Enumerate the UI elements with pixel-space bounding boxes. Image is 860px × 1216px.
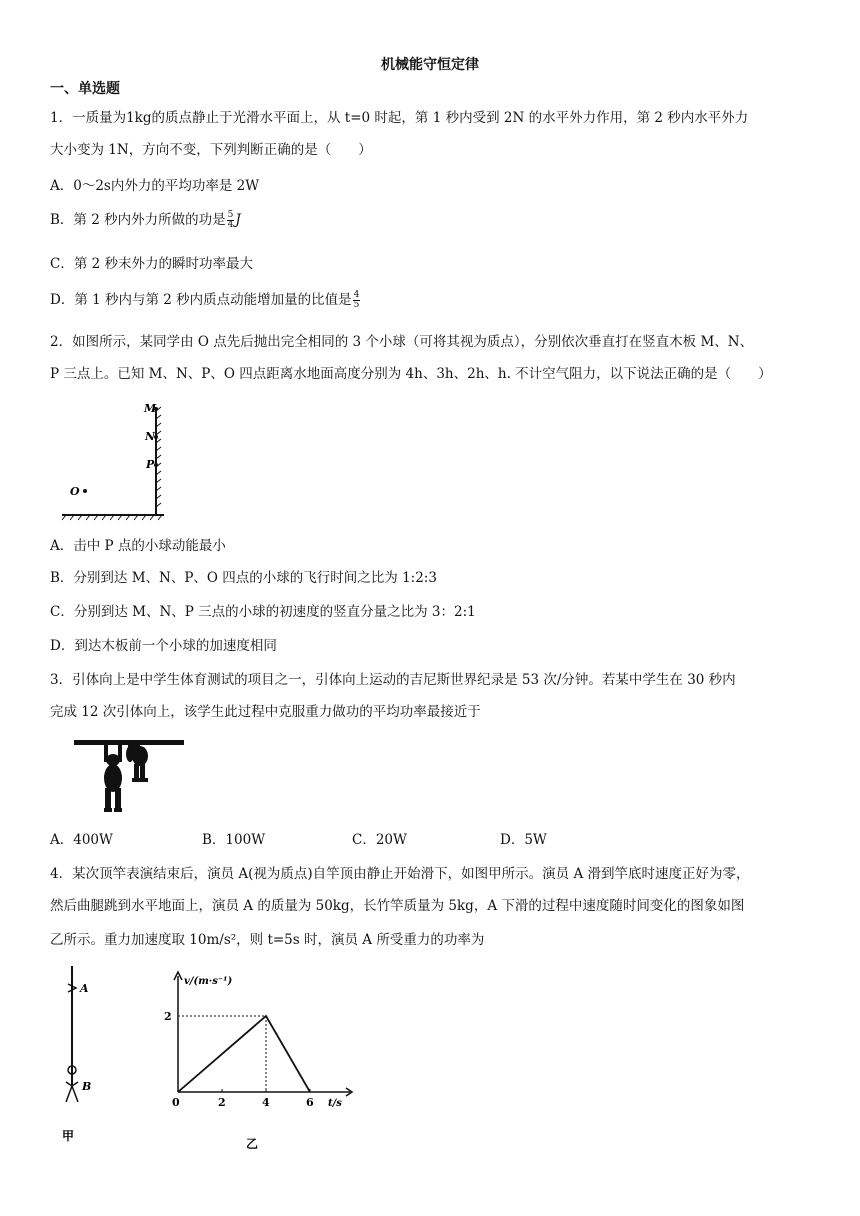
fraction-numerator: 4 bbox=[353, 290, 360, 300]
x-tick-label: 2 bbox=[218, 1096, 226, 1109]
q1-option-d-text: D．第 1 秒内与第 2 秒内质点动能增加量的比值是 bbox=[50, 292, 352, 308]
x-axis-label: t/s bbox=[328, 1098, 342, 1109]
q2-option-d[interactable]: D．到达木板前一个小球的加速度相同 bbox=[50, 638, 277, 654]
q1-option-c[interactable]: C．第 2 秒末外力的瞬时功率最大 bbox=[50, 256, 254, 272]
q2-figure-board bbox=[60, 395, 180, 525]
q2-option-a[interactable]: A．击中 P 点的小球动能最小 bbox=[50, 538, 226, 554]
q3-option-d[interactable]: D．5W bbox=[500, 832, 547, 848]
q4-stem-line3: 乙所示。重力加速度取 10m/s²，则 t=5s 时，演员 A 所受重力的功率为 bbox=[50, 932, 485, 948]
q1-option-a[interactable]: A．0～2s内外力的平均功率是 2W bbox=[50, 178, 260, 194]
q3-option-c[interactable]: C．20W bbox=[352, 832, 407, 848]
q2-option-b[interactable]: B．分别到达 M、N、P、O 四点的小球的飞行时间之比为 1:2:3 bbox=[50, 570, 437, 586]
q2-option-c[interactable]: C．分别到达 M、N、P 三点的小球的初速度的竖直分量之比为 3：2:1 bbox=[50, 604, 476, 620]
q1-option-d-fraction bbox=[353, 291, 361, 310]
q3-option-a[interactable]: A．400W bbox=[50, 832, 113, 848]
point-n-label: N bbox=[145, 430, 156, 443]
q1-option-b-unit: J bbox=[235, 212, 241, 228]
velocity-time-chart bbox=[160, 962, 360, 1152]
q1-option-b-text: B．第 2 秒内外力所做的功是 bbox=[50, 212, 226, 228]
q2-stem-line2: P 三点上。已知 M、N、P、O 四点距离水地面高度分别为 4h、3h、2h、h. 不计空气阻力，以下说法正确的是（ ） bbox=[50, 366, 772, 382]
q1-option-b-fraction bbox=[227, 211, 235, 230]
q1-option-d[interactable] bbox=[50, 288, 361, 310]
point-p-label: P bbox=[146, 458, 155, 471]
point-m-label: M bbox=[144, 402, 157, 415]
fraction-denominator: 5 bbox=[353, 300, 360, 310]
q4-stem-line1: 4．某次顶竿表演结束后，演员 A(视为质点)自竿顶由静止开始滑下，如图甲所示。演员 A 滑到竿底时速度正好为零， bbox=[50, 866, 750, 882]
q1-option-b[interactable] bbox=[50, 208, 241, 230]
y-tick-label: 2 bbox=[164, 1010, 172, 1023]
q1-stem-line1: 1．一质量为1kg的质点静止于光滑水平面上，从 t=0 时起，第 1 秒内受到 2N 的水平外力作用，第 2 秒内水平外力 bbox=[50, 110, 749, 126]
series-line bbox=[178, 1016, 310, 1092]
performer-a-label: A bbox=[80, 982, 89, 995]
chart-axes bbox=[174, 972, 352, 1096]
q1-stem-line2: 大小变为 1N，方向不变，下列判断正确的是（ ） bbox=[50, 142, 372, 158]
figure-yi-caption: 乙 bbox=[246, 1137, 259, 1151]
figure-jia-caption: 甲 bbox=[62, 1129, 75, 1143]
q2-stem-line1: 2．如图所示，某同学由 O 点先后抛出完全相同的 3 个小球（可将其视为质点），分别依次垂直打在竖直木板 M、N、 bbox=[50, 334, 754, 350]
pole-figure bbox=[52, 962, 112, 1142]
x-tick-label: 0 bbox=[172, 1096, 180, 1109]
fraction-numerator: 5 bbox=[227, 210, 234, 220]
x-tick-label: 4 bbox=[262, 1096, 270, 1109]
performer-b-label: B bbox=[82, 1080, 92, 1093]
fraction-denominator: 4 bbox=[227, 220, 234, 230]
q3-stem-line2: 完成 12 次引体向上，该学生此过程中克服重力做功的平均功率最接近于 bbox=[50, 704, 481, 720]
section-heading: 一、单选题 bbox=[50, 81, 120, 97]
point-o-label: O bbox=[70, 485, 80, 498]
pull-up-figure bbox=[74, 738, 184, 816]
q4-stem-line2: 然后曲腿跳到水平地面上，演员 A 的质量为 50kg，长竹竿质量为 5kg，A 下滑的过程中速度随时间变化的图象如图 bbox=[50, 898, 745, 914]
q3-stem-line1: 3．引体向上是中学生体育测试的项目之一，引体向上运动的吉尼斯世界纪录是 53 次/分钟。若某中学生在 30 秒内 bbox=[50, 672, 736, 688]
q3-option-b[interactable]: B．100W bbox=[202, 832, 266, 848]
y-axis-label: v/(m·s⁻¹) bbox=[184, 976, 233, 987]
x-tick-label: 6 bbox=[306, 1096, 314, 1109]
page-title: 机械能守恒定律 bbox=[381, 57, 479, 73]
